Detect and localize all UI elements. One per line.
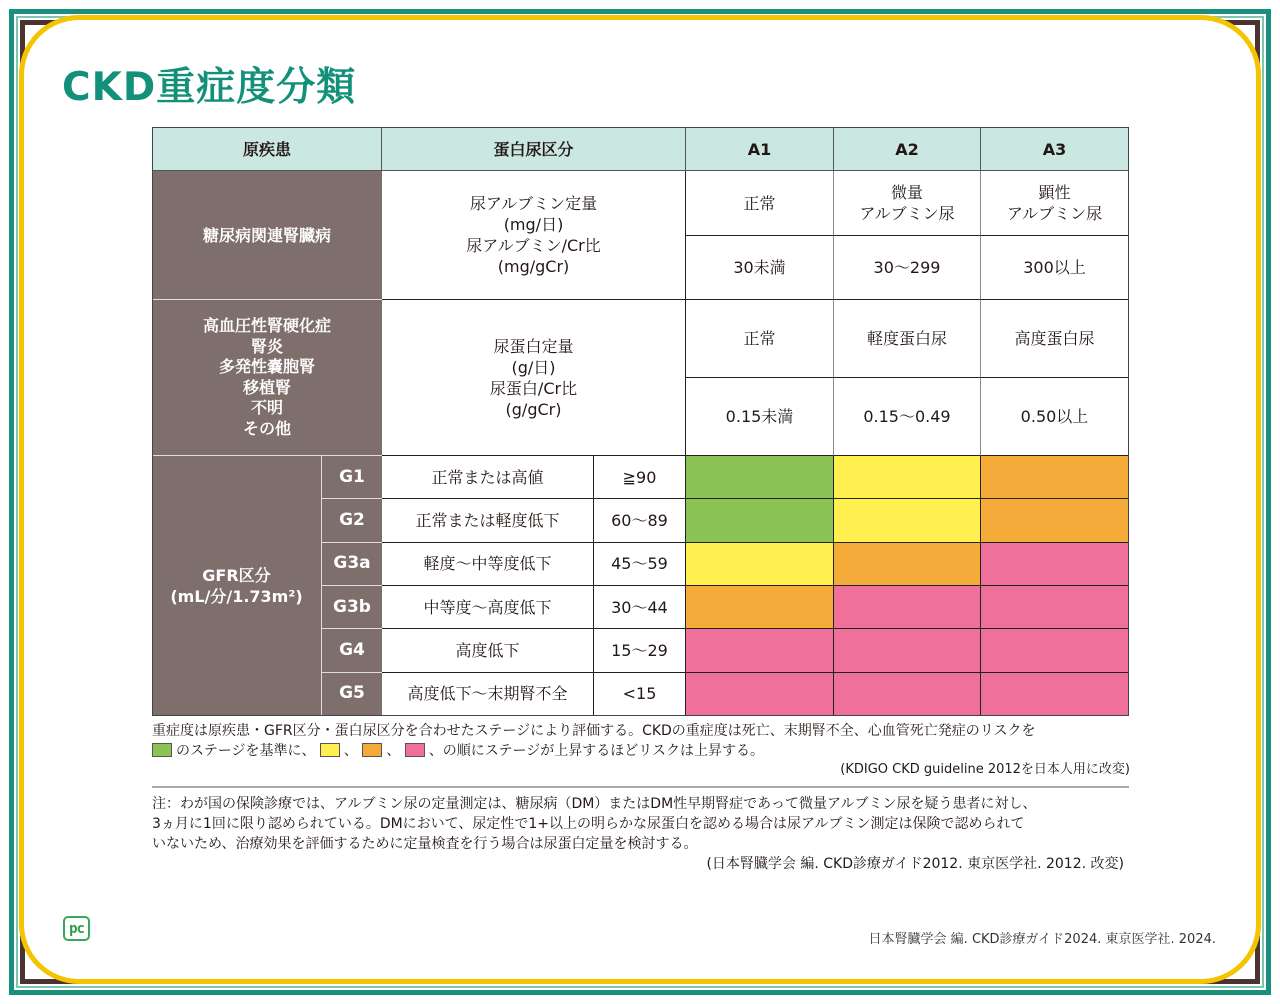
risk-cell-g2-a3 bbox=[981, 499, 1129, 542]
other-a1-range: 0.15未満 bbox=[686, 378, 834, 456]
header-a2: A2 bbox=[834, 127, 981, 171]
gfr-range: ≧90 bbox=[594, 456, 686, 499]
cause-line: その他 bbox=[242, 418, 291, 438]
gfr-stage-label: G1 bbox=[322, 456, 382, 499]
header-cause: 原疾患 bbox=[152, 127, 382, 171]
measure-line: (mg/日) bbox=[503, 215, 564, 234]
gfr-range: 45〜59 bbox=[594, 543, 686, 586]
cause-line: 多発性嚢胞腎 bbox=[218, 357, 315, 376]
diabetic-a3-label bbox=[981, 171, 1129, 236]
risk-cell-g3a-a3 bbox=[981, 543, 1129, 586]
cause-line: 高血圧性腎硬化症 bbox=[202, 316, 331, 335]
risk-cell-g3b-a1 bbox=[686, 586, 834, 629]
cause-line: 移植腎 bbox=[242, 377, 291, 397]
diabetic-a2-range: 30〜299 bbox=[834, 236, 981, 300]
severity-note-line2 bbox=[152, 741, 1132, 761]
risk-cell-g3b-a3 bbox=[981, 586, 1129, 629]
gfr-stage-description: 高度低下 bbox=[382, 629, 594, 672]
risk-cell-g5-a1 bbox=[686, 673, 834, 716]
green-swatch bbox=[152, 743, 172, 757]
gfr-label-line: GFR区分 bbox=[202, 566, 271, 585]
risk-cell-g4-a2 bbox=[834, 629, 981, 672]
gfr-stage-description: 軽度〜中等度低下 bbox=[382, 543, 594, 586]
gfr-range: 30〜44 bbox=[594, 586, 686, 629]
gfr-range: 15〜29 bbox=[594, 629, 686, 672]
gfr-stage-description: 正常または軽度低下 bbox=[382, 499, 594, 542]
yellow-swatch bbox=[320, 743, 340, 757]
label-line: アルブミン尿 bbox=[1006, 204, 1103, 223]
diabetic-a2-label bbox=[834, 171, 981, 236]
diabetic-measure bbox=[382, 171, 686, 300]
label-line: アルブミン尿 bbox=[859, 204, 955, 223]
pc-logo-icon: pc bbox=[63, 916, 90, 941]
risk-cell-g2-a1 bbox=[686, 499, 834, 542]
risk-cell-g2-a2 bbox=[834, 499, 981, 542]
note-text: 、の順にステージが上昇するほどリスクは上昇する。 bbox=[428, 743, 764, 759]
risk-cell-g1-a1 bbox=[686, 456, 834, 499]
risk-cell-g4-a3 bbox=[981, 629, 1129, 672]
orange-swatch bbox=[362, 743, 382, 757]
other-a3-label: 高度蛋白尿 bbox=[981, 300, 1129, 378]
gfr-stage-label: G3b bbox=[322, 586, 382, 629]
cause-line: 不明 bbox=[250, 398, 283, 417]
risk-cell-g5-a3 bbox=[981, 673, 1129, 716]
measure-line: (mg/gCr) bbox=[497, 257, 570, 276]
source-kdigo: (KDIGO CKD guideline 2012を日本人用に改変) bbox=[840, 762, 1130, 777]
gfr-stage-label: G4 bbox=[322, 629, 382, 672]
header-a1: A1 bbox=[686, 127, 834, 171]
notes-divider bbox=[152, 786, 1129, 788]
pink-swatch bbox=[405, 743, 425, 757]
diabetic-a3-range: 300以上 bbox=[981, 236, 1129, 300]
gfr-stage-label: G2 bbox=[322, 499, 382, 542]
note-text: 、 bbox=[343, 743, 358, 759]
diabetic-a1-range: 30未満 bbox=[686, 236, 834, 300]
gfr-category-label bbox=[152, 456, 322, 716]
page-title: CKD重症度分類 bbox=[62, 65, 357, 110]
gfr-stage-description: 高度低下〜末期腎不全 bbox=[382, 673, 594, 716]
cause-other bbox=[152, 300, 382, 456]
ckd-severity-table bbox=[152, 127, 1129, 717]
measure-line: (g/gCr) bbox=[505, 399, 562, 419]
risk-cell-g1-a2 bbox=[834, 456, 981, 499]
source-ckd-guide-2012: (日本腎臓学会 編. CKD診療ガイド2012. 東京医学社. 2012. 改変) bbox=[706, 856, 1124, 872]
risk-cell-g4-a1 bbox=[686, 629, 834, 672]
severity-note-line1: 重症度は原疾患・GFR区分・蛋白尿区分を合わせたステージにより評価する。CKDの重症度は死亡、末期腎不全、心血管死亡発症のリスクを bbox=[152, 723, 1036, 739]
other-a3-range: 0.50以上 bbox=[981, 378, 1129, 456]
label-line: 微量 bbox=[890, 183, 923, 202]
diabetic-a1-label: 正常 bbox=[686, 171, 834, 236]
measure-line: 尿蛋白定量 bbox=[493, 336, 574, 356]
measure-line: 尿アルブミン/Cr比 bbox=[466, 236, 601, 255]
other-a2-label: 軽度蛋白尿 bbox=[834, 300, 981, 378]
other-measure bbox=[382, 300, 686, 456]
risk-cell-g1-a3 bbox=[981, 456, 1129, 499]
note-text: のステージを基準に、 bbox=[176, 743, 316, 759]
gfr-range: 60〜89 bbox=[594, 499, 686, 542]
cause-diabetic: 糖尿病関連腎臓病 bbox=[152, 171, 382, 300]
footer-citation: 日本腎臓学会 編. CKD診療ガイド2024. 東京医学社. 2024. bbox=[868, 932, 1216, 947]
measure-line: 尿アルブミン定量 bbox=[469, 194, 598, 213]
note-text: 、 bbox=[386, 743, 401, 759]
measure-line: 尿蛋白/Cr比 bbox=[489, 378, 578, 398]
risk-cell-g3b-a2 bbox=[834, 586, 981, 629]
gfr-stage-description: 正常または高値 bbox=[382, 456, 594, 499]
footnote-line2: 3ヵ月に1回に限り認められている。DMにおいて、尿定性で1+以上の明らかな尿蛋白を認める場合は尿アルブミン測定は保険で認められて bbox=[152, 816, 1025, 832]
measure-line: (g/日) bbox=[511, 357, 556, 377]
label-line: 顕性 bbox=[1038, 183, 1071, 202]
risk-cell-g5-a2 bbox=[834, 673, 981, 716]
other-a1-label: 正常 bbox=[686, 300, 834, 378]
gfr-label-line: (mL/分/1.73m²) bbox=[170, 587, 303, 606]
gfr-stage-label: G3a bbox=[322, 543, 382, 586]
footnote-line1: 注：わが国の保険診療では、アルブミン尿の定量測定は、糖尿病（DM）またはDM性早期腎症であって微量アルブミン尿を疑う患者に対し、 bbox=[152, 796, 1037, 812]
gfr-stage-description: 中等度〜高度低下 bbox=[382, 586, 594, 629]
risk-cell-g3a-a1 bbox=[686, 543, 834, 586]
header-proteinuria-category: 蛋白尿区分 bbox=[382, 127, 686, 171]
other-a2-range: 0.15〜0.49 bbox=[834, 378, 981, 456]
gfr-range: <15 bbox=[594, 673, 686, 716]
risk-cell-g3a-a2 bbox=[834, 543, 981, 586]
cause-line: 腎炎 bbox=[250, 336, 283, 356]
gfr-stage-label: G5 bbox=[322, 673, 382, 716]
footnote-line3: いないため、治療効果を評価するために定量検査を行う場合は尿蛋白定量を検討する。 bbox=[152, 836, 698, 852]
header-a3: A3 bbox=[981, 127, 1129, 171]
